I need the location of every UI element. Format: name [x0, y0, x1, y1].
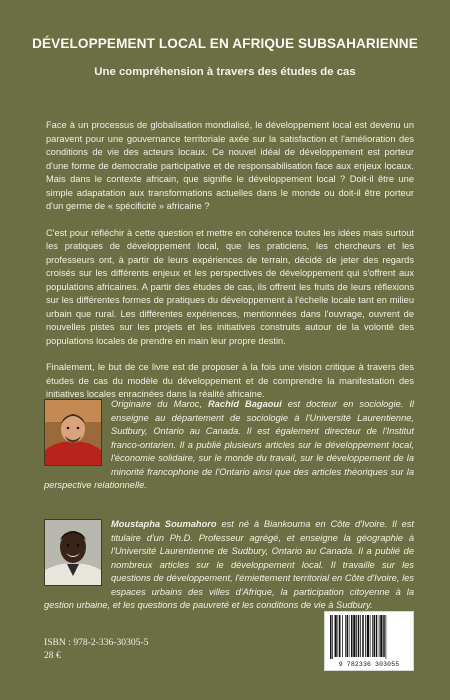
isbn-number: ISBN : 978-2-336-30305-5 — [44, 637, 149, 648]
back-cover-summary — [46, 119, 414, 415]
barcode-bar — [380, 615, 382, 657]
barcode-bar — [351, 615, 353, 657]
barcode-bar — [335, 615, 337, 657]
barcode-bars — [325, 612, 413, 660]
author-bio-bagaoui — [44, 398, 414, 493]
barcode-bar — [332, 615, 333, 659]
book-title: DÉVELOPPEMENT LOCAL EN AFRIQUE SUBSAHARIENNE — [32, 36, 418, 51]
barcode-bar — [386, 615, 387, 659]
author-lead: Originaire du Maroc, — [111, 399, 203, 409]
author-name: Rachid Bagaoui — [208, 399, 282, 409]
barcode-digits: 9 782336 303055 — [338, 661, 400, 668]
barcode-bar — [356, 615, 357, 657]
barcode-bar — [338, 615, 339, 657]
barcode-bar — [362, 615, 364, 657]
barcode-bar — [347, 615, 349, 657]
author-bio-soumahoro — [44, 518, 414, 613]
isbn-barcode — [324, 611, 414, 671]
barcode-bar — [379, 615, 380, 657]
barcode-bar — [372, 615, 373, 657]
barcode-bar — [367, 615, 369, 657]
summary-paragraph: C'est pour réfléchir à cette question et mettre en cohérence toutes les idées mais surtout les pratiques de développement local, que les praticiens, les chercheurs et les professeurs ont, à partir de leurs expériences de terrain, décidé de jeter des regards croisés sur les différents enjeux et les perspectives de développement qui s'offrent aux populations africaines. A partir des études de cas, ils offrent les fruits de leurs réflexions sur les différentes formes de pratiques du développement à l'échelle locale tant en milieu urbain que rural. Les différentes expériences, mentionnées dans l'ouvrage, ouvrent de nouvelles pistes sur les projets et les initiatives construits autour de la volonté des populations locales de prendre en main leur propre destin. — [46, 227, 414, 346]
summary-paragraph: Finalement, le but de ce livre est de proposer à la fois une vision critique à travers des études de cas du modèle du développement et de comprendre la manifestation des initiatives locales enracinées dans la réalité africaine. — [46, 362, 414, 399]
author-name: Moustapha Soumahoro — [111, 519, 217, 529]
barcode-bar — [339, 615, 341, 657]
barcode-bar — [345, 615, 346, 657]
barcode-bar — [374, 615, 376, 657]
publication-info — [44, 636, 148, 662]
barcode-bar — [330, 615, 332, 659]
book-price: 28 € — [44, 650, 61, 661]
barcode-bar — [370, 615, 371, 657]
author-photo-bagaoui — [44, 399, 102, 466]
barcode-bar — [360, 615, 361, 657]
barcode-bar — [365, 615, 366, 657]
barcode-bar — [349, 615, 350, 657]
barcode-bar — [342, 615, 343, 657]
barcode-bar — [383, 615, 385, 657]
barcode-bar — [358, 615, 360, 657]
author-description: est né à Biankouma en Côte d'Ivoire. Il est titulaire d'un Ph.D. Professeur agrégé, et enseigne la géographie à l'Université Laurentienne de Sudbury, Ontario au Canada. Il a publié de nombreux articles sur le développement local. Il travaille sur les questions de développement, l'émiettement territorial en Côte d'Ivoire, les espaces urbains des villes d'Afrique, la participation citoyenne à la gestion urbaine, et les questions de pauvreté et les conditions de vie à Sudbury. — [44, 519, 414, 610]
summary-paragraph: Face à un processus de globalisation mondialisé, le développement local est devenu un paravent pour une gouvernance territoriale axée sur la satisfaction et l'amélioration des conditions de vie des acteurs locaux. Ce nouvel idéal de développement est porteur d'une forme de democratie participative et de responsabilisation face aux enjeux locaux. Mais dans le contexte africain, que signifie le développement local ? Doit-il être une simple adapatation aux transformations actuelles dans le monde ou doit-il être porteur d'un germe de « spécificité » africaine ? — [46, 120, 414, 211]
book-subtitle: Une compréhension à travers des études de cas — [94, 66, 356, 78]
author-description: est docteur en sociologie. Il enseigne au département de sociologie à l'Université Laurentienne, Sudbury, Ontario au Canada. Il est également directeur de l'Institut franco-ontarien. Il a publié plusieurs articles sur le développement local, l'économie solidaire, sur le monde du travail, sur le développement de la minorité francophone de l'Ontario ainsi que des articles théoriques sur la perspective relationnelle. — [44, 399, 414, 490]
barcode-bar — [353, 615, 355, 657]
author-photo-soumahoro — [44, 519, 102, 586]
barcode-bar — [376, 615, 378, 657]
